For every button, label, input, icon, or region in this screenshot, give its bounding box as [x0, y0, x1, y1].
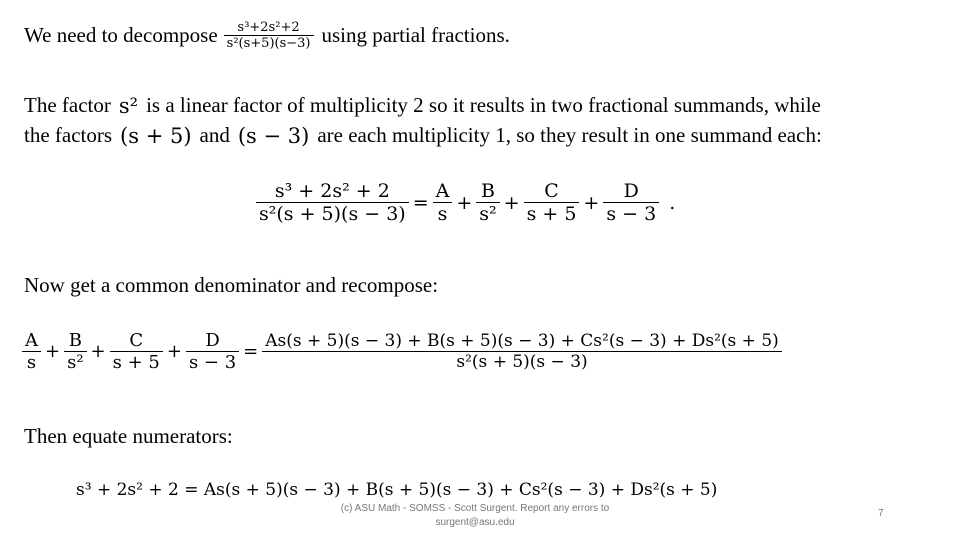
footer-copyright — [300, 502, 650, 530]
footer-line-2: surgent@asu.edu — [435, 517, 515, 528]
intro-text-before: We need to decompose — [24, 23, 218, 47]
para1-text-l2a: the factors — [24, 123, 113, 147]
eq2-equals: = — [243, 341, 259, 362]
intro-text-after: using partial fractions. — [321, 23, 510, 47]
intro-fraction-numerator: s³+2s²+2 — [224, 20, 314, 36]
eq1-term-d — [603, 180, 659, 225]
eq1-term-d-num: D — [603, 180, 659, 203]
eq1-term-a-den: s — [437, 203, 448, 225]
eq1-plus-3: + — [583, 191, 600, 214]
intro-line — [24, 20, 510, 51]
eq2-term-b — [64, 330, 86, 373]
eq2-term-c-den: s + 5 — [112, 352, 160, 373]
eq2-term-d-num: D — [186, 330, 239, 352]
eq1-term-c — [524, 180, 580, 225]
equation-2 — [22, 330, 782, 373]
para1-line2 — [24, 123, 822, 148]
para1-factor-s-plus-5: (s + 5) — [120, 123, 192, 148]
eq1-lhs-fraction — [256, 180, 409, 225]
eq1-term-b-num: B — [476, 180, 499, 203]
eq1-term-a-num: A — [433, 180, 453, 203]
eq2-plus-1: + — [45, 341, 61, 362]
eq1-lhs-denominator: s²(s + 5)(s − 3) — [259, 203, 406, 225]
para1-factor-s-minus-3: (s − 3) — [237, 123, 310, 148]
eq1-term-b-den: s² — [479, 203, 497, 225]
eq2-term-d-den: s − 3 — [188, 352, 237, 373]
eq2-term-c — [110, 330, 163, 373]
eq1-term-c-num: C — [524, 180, 580, 203]
eq2-plus-2: + — [90, 341, 106, 362]
equation-1 — [256, 180, 675, 225]
page-number: 7 — [878, 508, 884, 519]
eq2-rhs-numerator: As(s + 5)(s − 3) + B(s + 5)(s − 3) + Cs²(s − 3) + Ds²(s + 5) — [262, 331, 782, 352]
para2: Now get a common denominator and recompose: — [24, 273, 439, 297]
eq2-plus-3: + — [166, 341, 182, 362]
eq1-equals: = — [412, 191, 429, 214]
para1-text-c: is a linear factor of multiplicity 2 so it results in two fractional summands, while — [146, 93, 821, 117]
para1-factor-s2: s² — [118, 93, 139, 118]
eq1-plus-1: + — [456, 191, 473, 214]
para1-text-l2c: and — [199, 123, 230, 147]
eq2-term-a — [22, 330, 41, 373]
equation-3: s³ + 2s² + 2 = As(s + 5)(s − 3) + B(s + 5)(s − 3) + Cs²(s − 3) + Ds²(s + 5) — [76, 480, 718, 500]
para1-text-l2e: are each multiplicity 1, so they result in one summand each: — [317, 123, 822, 147]
eq1-term-d-den: s − 3 — [606, 203, 657, 225]
eq1-period: . — [669, 191, 676, 214]
eq1-term-c-den: s + 5 — [526, 203, 577, 225]
eq2-rhs-fraction — [262, 331, 782, 372]
para3: Then equate numerators: — [24, 424, 233, 448]
eq2-term-b-den: s² — [67, 352, 84, 373]
eq1-term-b — [476, 180, 499, 225]
eq2-term-a-den: s — [26, 352, 37, 373]
eq1-term-a — [433, 180, 453, 225]
eq1-plus-2: + — [503, 191, 520, 214]
eq2-term-a-num: A — [22, 330, 41, 352]
eq1-lhs-numerator: s³ + 2s² + 2 — [256, 180, 409, 203]
para1-text-a: The factor — [24, 93, 111, 117]
eq2-term-d — [186, 330, 239, 373]
eq2-rhs-denominator: s²(s + 5)(s − 3) — [456, 352, 588, 372]
eq2-term-c-num: C — [110, 330, 163, 352]
intro-fraction-denominator: s²(s+5)(s−3) — [226, 36, 311, 51]
para1-line1 — [24, 93, 821, 118]
eq2-term-b-num: B — [64, 330, 86, 352]
intro-fraction — [224, 20, 314, 51]
footer-line-1: (c) ASU Math - SOMSS - Scott Surgent. Report any errors to — [340, 503, 610, 514]
